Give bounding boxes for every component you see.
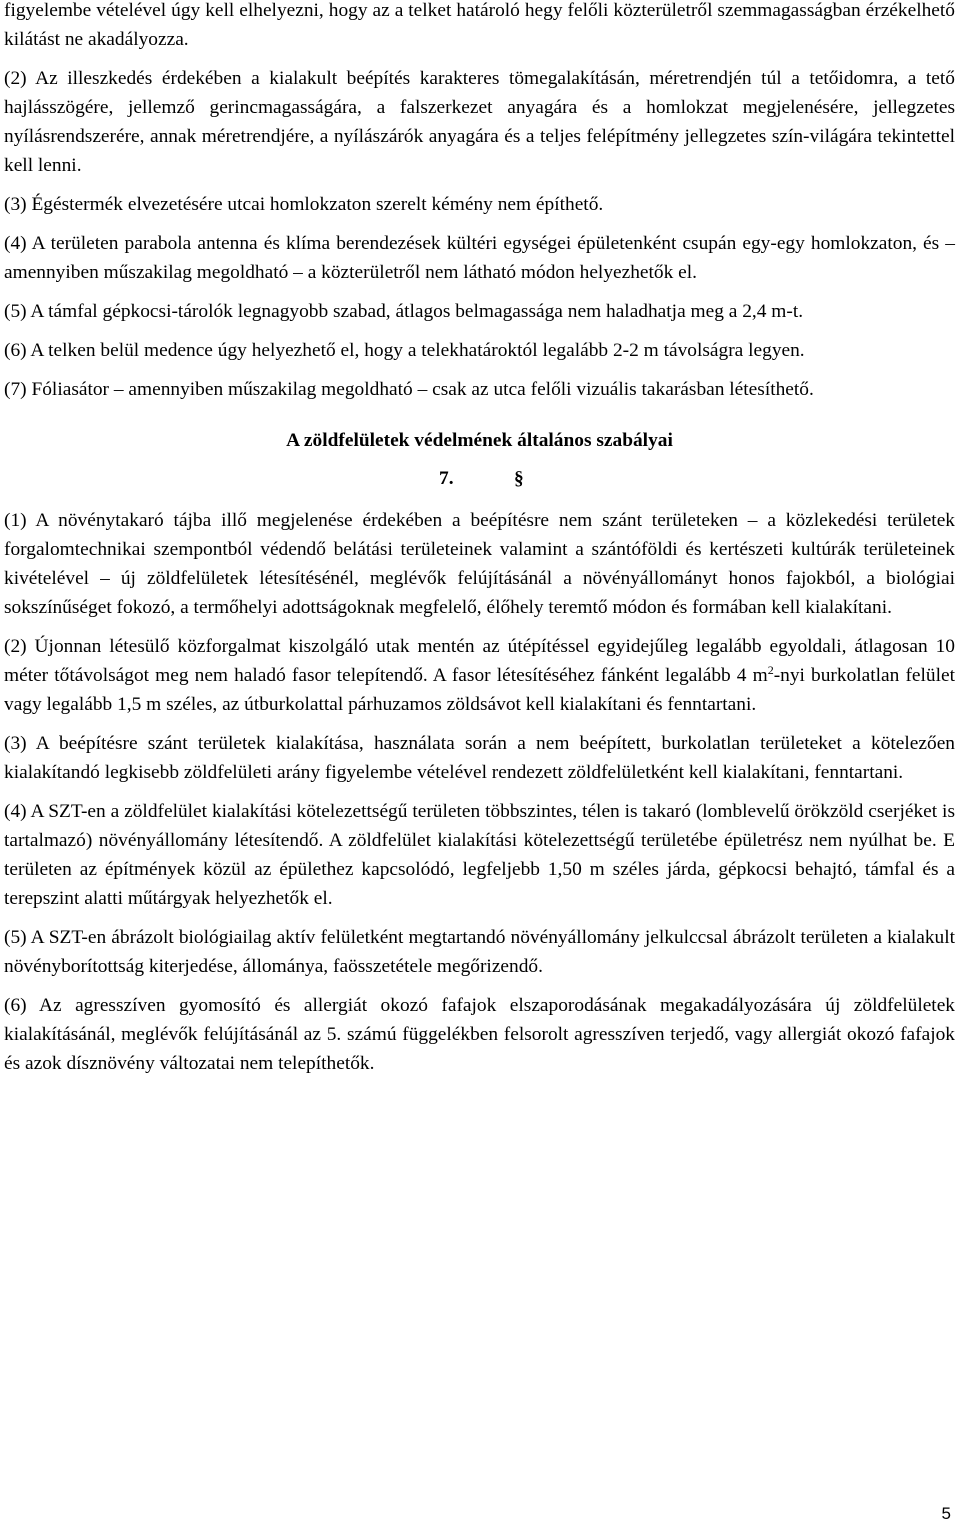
section-symbol: § [514, 468, 524, 489]
section-heading: A zöldfelületek védelmének általános szabályai [286, 430, 673, 451]
paragraph-7-3: (3) A beépítésre szánt területek kialakítása, használata során a nem beépített, burkolatlan területeket a kötelezően kialakítandó legkisebb zöldfelületi arány figyelembe vételével rendezett zöldfelületként kell kialakítani, fenntartani. [4, 733, 955, 783]
paragraph-7-4: (4) A SZT-en a zöldfelület kialakítási kötelezettségű területen többszintes, télen is takaró (lomblevelű örökzöld cserjéket is tartalmazó) növényállomány létesítendő. A zöldfelület kialakítási kötelezettségű területébe épületrész nem nyúlhat be. E területen az építmények közül az épülethez kapcsolódó, legfeljebb 1,50 m széles járda, gépkocsi behajtó, támfal és a terepszint alatti műtárgyak helyezhetők el. [4, 801, 955, 909]
paragraph-6-2: (2) Az illeszkedés érdekében a kialakult beépítés karakteres tömegalakításán, méretrendjén túl a tetőidomra, a tető hajlásszögére, jellemző gerincmagasságára, a falszerkezet anyagára és a homlokzat megjelenésére, jellegzetes nyílásrendszerére, annak méretrendjére, a nyílászárók anyagára és a teljes felépítmény jellegzetes szín-világára tekintettel kell lenni. [4, 68, 955, 176]
section-number [4, 464, 955, 493]
paragraph-7-2 [4, 632, 955, 719]
section-number-value: 7. [439, 468, 454, 489]
paragraph-7-2-text-a: (2) Újonnan létesülő közforgalmat kiszolgáló utak mentén az útépítéssel egyidejűleg legalább egyoldali, átlagosan 10 méter tőtávolságot meg nem haladó fasor telepítendő. A fasor létesítéséhez fánként legalább 4 m [4, 636, 955, 686]
paragraph-7-5: (5) A SZT-en ábrázolt biológiailag aktív felületként megtartandó növényállomány jelkulccsal ábrázolt területen a kialakult növényborítottság kiterjedése, állománya, faösszetétele megőrizendő. [4, 927, 955, 977]
paragraph-6-3: (3) Égéstermék elvezetésére utcai homlokzaton szerelt kémény nem építhető. [4, 194, 604, 215]
paragraph-6-4: (4) A területen parabola antenna és klíma berendezések kültéri egységei épületenként csupán egy-egy homlokzaton, és – amennyiben műszakilag megoldható – a közterületről nem látható módon helyezhetők el. [4, 233, 955, 283]
document-page [4, 0, 955, 1088]
paragraph-7-1: (1) A növénytakaró tájba illő megjelenése érdekében a beépítésre nem szánt területeken – a közlekedési területek forgalomtechnikai szempontból védendő belátási területeinek valamint a szántóföldi és kertészeti kultúrák területeinek kivételével – új zöldfelületek létesítésénél, meglévők felújításánál a növényállományt honos fajokból, a biológiai sokszínűséget fokozó, a termőhelyi adottságoknak megfelelő, élőhely teremtő módon és formában kell kialakítani. [4, 510, 955, 618]
page-number: 5 [941, 1504, 951, 1523]
paragraph-7-2-text-b: -nyi burkolatlan felület vagy legalább 1,5 m széles, az útburkolattal párhuzamos zöldsávot kell kialakítani és fenntartani. [4, 665, 955, 715]
paragraph-6-7: (7) Fóliasátor – amennyiben műszakilag megoldható – csak az utca felőli vizuális takarásban létesíthető. [4, 379, 814, 400]
paragraph-6-5: (5) A támfal gépkocsi-tárolók legnagyobb szabad, átlagos belmagassága nem haladhatja meg a 2,4 m-t. [4, 301, 804, 322]
paragraph-7-6: (6) Az agresszíven gyomosító és allergiát okozó fafajok elszaporodásának megakadályozására új zöldfelületek kialakításánál, meglévők felújításánál az 5. számú függelékben felsorolt agresszíven terjedő, vagy allergiát okozó fafajok és azok dísznövény változatai nem telepíthetők. [4, 995, 955, 1074]
superscript-squared: 2 [767, 663, 774, 677]
paragraph-continuation: figyelembe vételével úgy kell elhelyezni, hogy az a telket határoló hegy felőli közterületről szemmagasságban érzékelhető kilátást ne akadályozza. [4, 0, 955, 50]
paragraph-6-6: (6) A telken belül medence úgy helyezhető el, hogy a telekhatároktól legalább 2-2 m távolságra legyen. [4, 340, 805, 361]
